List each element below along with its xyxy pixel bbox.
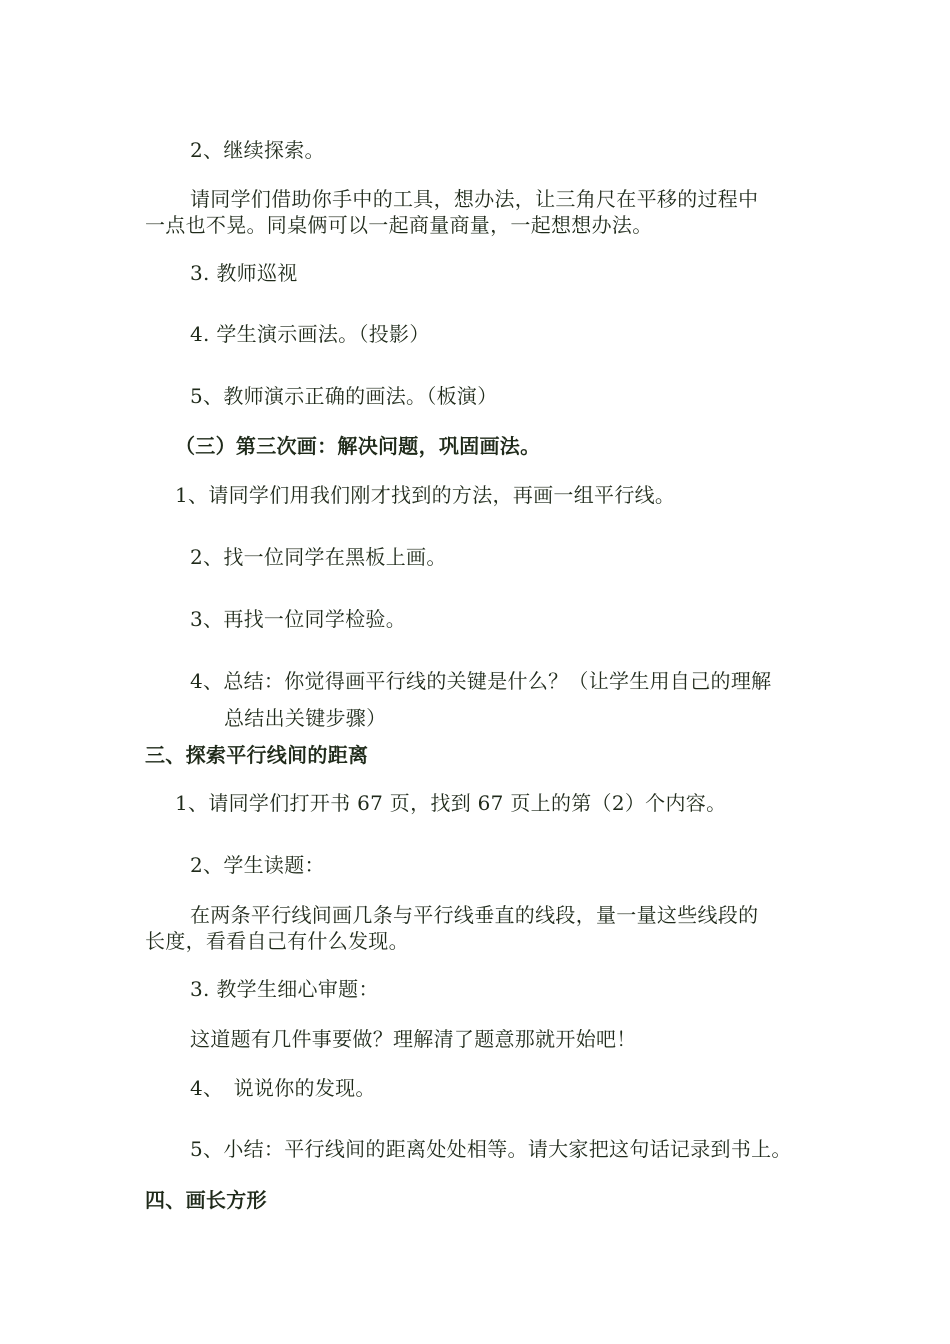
step-4-student-demo: 4. 学生演示画法。（投影）	[190, 322, 430, 346]
section-third-drawing-heading: （三）第三次画：解决问题，巩固画法。	[175, 434, 541, 458]
item-1-draw-parallel-lines: 1、请同学们用我们刚才找到的方法，再画一组平行线。	[175, 483, 676, 507]
step-5-teacher-demo: 5、教师演示正确的画法。（板演）	[190, 384, 498, 408]
step-3-teacher-tour: 3. 教师巡视	[190, 261, 298, 285]
item-3-review-question: 3. 教学生细心审题：	[190, 977, 379, 1001]
item-4-summary-line-1: 4、总结：你觉得画平行线的关键是什么？（让学生用自己的理解	[190, 669, 772, 693]
question-text-line-1: 在两条平行线间画几条与平行线垂直的线段，量一量这些线段的	[190, 903, 759, 927]
paragraph-tool-instruction-line-2: 一点也不晃。同桌俩可以一起商量商量，一起想想办法。	[145, 213, 653, 237]
item-4-summary-line-2: 总结出关键步骤）	[224, 706, 387, 730]
item-2-blackboard-drawing: 2、找一位同学在黑板上画。	[190, 545, 447, 569]
question-text-line-2: 长度，看看自己有什么发现。	[145, 929, 409, 953]
item-5-conclusion: 5、小结：平行线间的距离处处相等。请大家把这句话记录到书上。	[190, 1137, 792, 1161]
section-four-heading: 四、画长方形	[145, 1188, 267, 1212]
section-three-heading: 三、探索平行线间的距离	[145, 743, 369, 767]
item-3-check: 3、再找一位同学检验。	[190, 607, 407, 631]
item-4-share-findings: 4、 说说你的发现。	[190, 1076, 376, 1100]
step-2-continue-explore: 2、继续探索。	[190, 138, 325, 162]
item-1-open-book: 1、请同学们打开书 67 页，找到 67 页上的第（2）个内容。	[175, 791, 727, 815]
question-prompt: 这道题有几件事要做？理解清了题意那就开始吧！	[190, 1027, 637, 1051]
item-2-read-question: 2、学生读题：	[190, 853, 325, 877]
paragraph-tool-instruction-line-1: 请同学们借助你手中的工具，想办法，让三角尺在平移的过程中	[190, 187, 759, 211]
